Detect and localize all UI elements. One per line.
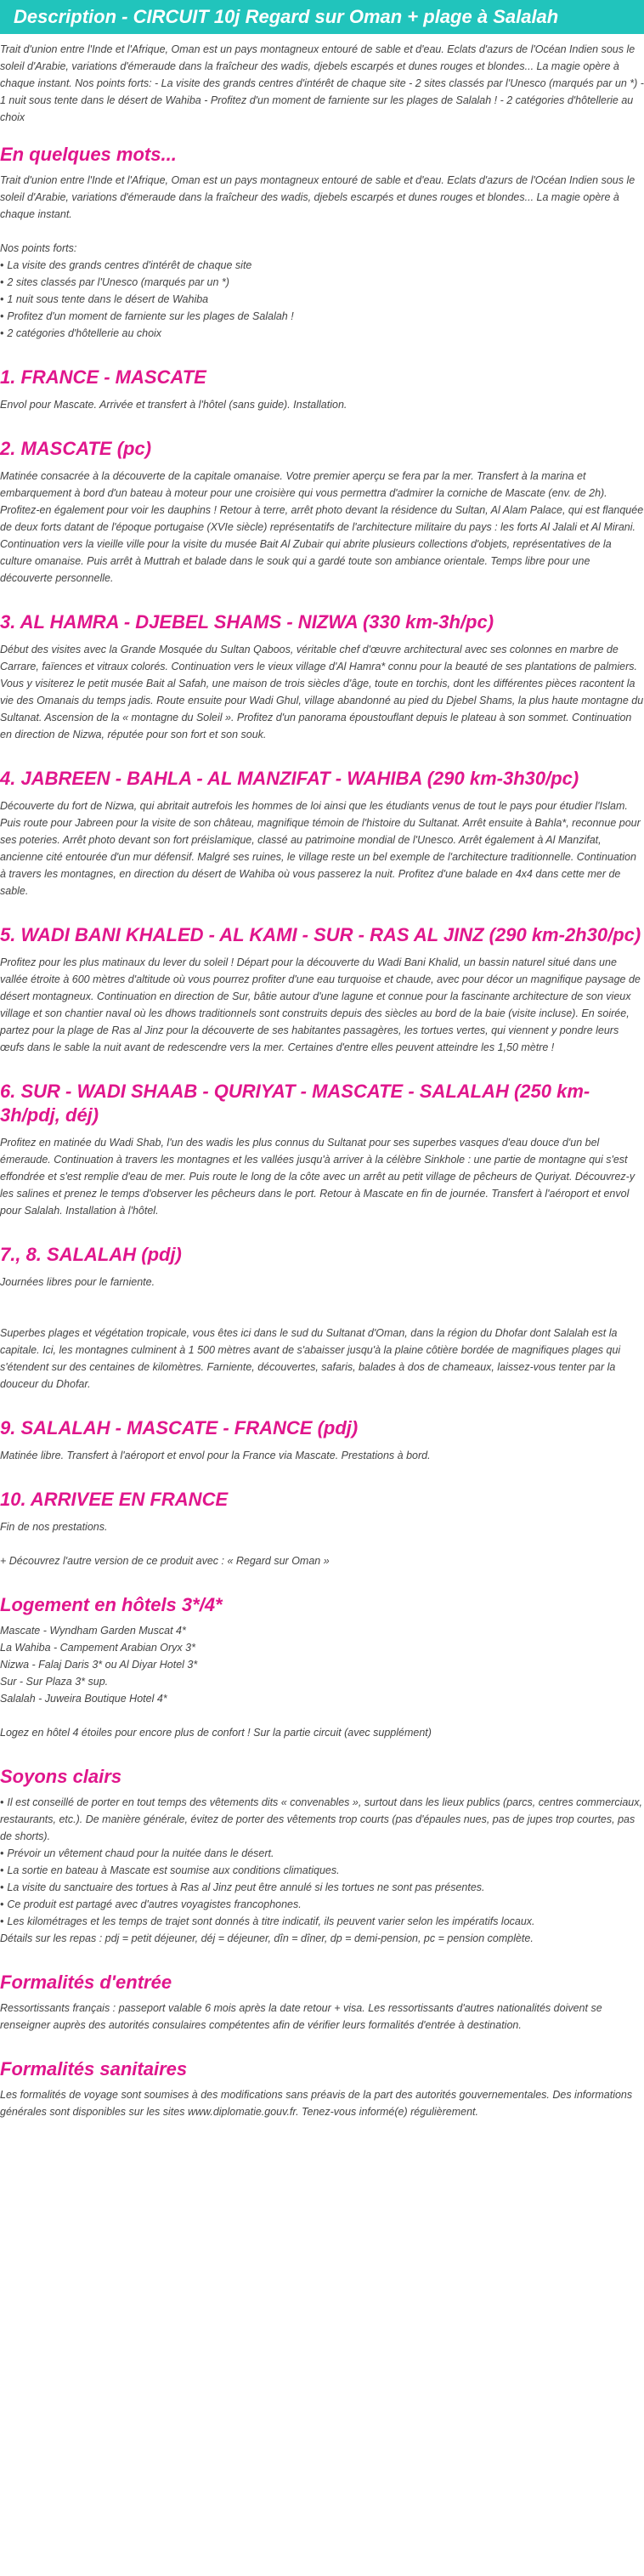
- list-item: • La sortie en bateau à Mascate est soumise aux conditions climatiques.: [0, 1864, 340, 1876]
- day-title: 4. JABREEN - BAHLA - AL MANZIFAT - WAHIBA (290 km-3h30/pc): [0, 768, 579, 789]
- list-item: Nizwa - Falaj Daris 3* ou Al Diyar Hotel 3*: [0, 1659, 198, 1671]
- day-title: 5. WADI BANI KHALED - AL KAMI - SUR - RAS AL JINZ (290 km-2h30/pc): [0, 924, 641, 945]
- points-forts-list: [0, 257, 644, 342]
- section-title-logement: Logement en hôtels 3*/4*: [0, 1594, 223, 1615]
- formalites-entree-text: Ressortissants français : passeport valable 6 mois après la date retour + visa. Les ressortissants d'autres nationalités doivent se renseigner auprès des autorités consulaires compétentes afin de vérifier leurs formalités d'entrée à destination.: [0, 2002, 602, 2031]
- list-item: • 1 nuit sous tente dans le désert de Wahiba: [0, 293, 209, 305]
- day-title: 6. SUR - WADI SHAAB - QURIYAT - MASCATE - SALALAH (250 km-3h/pdj, déj): [0, 1081, 590, 1126]
- meals-note: Détails sur les repas : pdj = petit déjeuner, déj = déjeuner, dîn = dîner, dp = demi-pension, pc = pension complète.: [0, 1932, 534, 1944]
- section-title-soyons-clairs: Soyons clairs: [0, 1766, 122, 1787]
- list-item: Salalah - Juweira Boutique Hotel 4*: [0, 1693, 167, 1705]
- day-text: Début des visites avec la Grande Mosquée du Sultan Qaboos, véritable chef d'œuvre architectural avec ses colonnes en marbre de Carrare, faïences et vitraux colorés. Continuation vers le vieux village d'Al Hamra* connu pour la beauté de ses plantations de palmiers. Vous y visiterez le petit musée Bait al Safah, une maison de trois siècles d'âge, toute en torchis, dont les différentes pièces racontent la vie des Omanais du temps jadis. Route ensuite pour Wadi Ghul, village abandonné au pied du Djebel Shams, la plus haute montagne du Sultanat. Ascension de la « montagne du Soleil ». Profitez d'un panorama époustouflant depuis le plateau à son sommet. Continuation en direction de Nizwa, réputée pour son fort et son souk.: [0, 644, 644, 740]
- day-title: 1. FRANCE - MASCATE: [0, 366, 206, 388]
- day-title: 9. SALALAH - MASCATE - FRANCE (pdj): [0, 1417, 359, 1438]
- list-item: • Ce produit est partagé avec d'autres voyagistes francophones.: [0, 1898, 302, 1910]
- main-content: [0, 34, 644, 2120]
- points-forts-title: Nos points forts:: [0, 242, 77, 254]
- day-text-extra: Superbes plages et végétation tropicale, vous êtes ici dans le sud du Sultanat d'Oman, dans la région du Dhofar dont Salalah est la capitale. Ici, les montagnes culminent à 1 500 mètres avant de s'abaisser jusqu'à la plaine côtière bordée de magnifiques plages qui s'étendent sur des centaines de kilomètres. Farniente, découvertes, safaris, balades à dos de chameaux, laissez-vous tenter par la douceur du Dhofar.: [0, 1327, 621, 1390]
- list-item: • La visite du sanctuaire des tortues à Ras al Jinz peut être annulé si les tortues ne sont pas présentes.: [0, 1881, 485, 1893]
- section-title-formalites-sanitaires: Formalités sanitaires: [0, 2058, 188, 2080]
- hotels-list: [0, 1622, 644, 1707]
- day-text: Matinée consacrée à la découverte de la capitale omanaise. Votre premier aperçu se fera par la mer. Transfert à la marina et embarquement à bord d'un bateau à moteur pour une croisière qui vous permettra d'admirer la corniche de Mascate (env. de 2h). Profitez-en également pour voir les dauphins ! Retour à terre, arrêt photo devant la résidence du Sultan, Al Alam Palace, qui est flanquée de deux forts datant de l'époque portugaise (XVIe siècle) représentatifs de l'architecture militaire du pays : les forts Al Jalali et Al Mirani. Continuation vers la vieille ville pour la visite du musée Bait Al Zubair qui abrite plusieurs collections d'objets, représentatives de la culture omanaise. Puis arrêt à Muttrah et balade dans le souk qui a gardé toute son ambiance orientale. Temps libre pour une découverte personnelle.: [0, 470, 644, 584]
- list-item: • Il est conseillé de porter en tout temps des vêtements dits « convenables », surtout dans les lieux publics (parcs, centres commerciaux, restaurants, etc.). De manière générale, évitez de porter des vêtements trop courts (pas d'épaules nues, pas de jupes trop courtes, pas de shorts).: [0, 1796, 642, 1842]
- day-text: Découverte du fort de Nizwa, qui abritait autrefois les hommes de loi ainsi que les étudiants venus de tout le pays pour étudier l'Islam. Puis route pour Jabreen pour la visite de son château, magnifique témoin de l'histoire du Sultanat. Arrêt ensuite à Bahla*, reconnue pour ses poteries. Arrêt photo devant son fort préislamique, classé au patrimoine mondial de l'Unesco. Arrêt également à Al Manzifat, ancienne cité entourée d'un mur défensif. Malgré ses ruines, le village reste un bel exemple de l'architecture traditionnelle. Continuation à travers les montagnes, en direction du désert de Wahiba où vous passerez la nuit. Profitez d'une balade en 4x4 dans cette mer de sable.: [0, 800, 641, 897]
- list-item: • Les kilométrages et les temps de trajet sont donnés à titre indicatif, ils peuvent varier selon les impératifs locaux.: [0, 1915, 535, 1927]
- intro-text: Trait d'union entre l'Inde et l'Afrique, Oman est un pays montagneux entouré de sable et d'eau. Eclats d'azurs de l'Océan Indien sous le soleil d'Arabie, variations d'émeraude dans la fraîcheur des wadis, djebels escarpés et dunes rouges et blondes... La magie opère à chaque instant. Nos points forts: - La visite des grands centres d'intérêt de chaque site - 2 sites classés par l'Unesco (marqués par un *) - 1 nuit sous tente dans le désert de Wahiba - Profitez d'un moment de farniente sur les plages de Salalah ! - 2 catégories d'hôtellerie au choix: [0, 43, 644, 123]
- day-title: 10. ARRIVEE EN FRANCE: [0, 1489, 229, 1510]
- formalites-sanitaires-text: Les formalités de voyage sont soumises à des modifications sans préavis de la part des autorités gouvernementales. Des informations générales sont disponibles sur les sites www.diplomatie.gouv.fr. Tenez-vous informé(e) régulièrement.: [0, 2089, 633, 2118]
- section-title-formalites-entree: Formalités d'entrée: [0, 1972, 172, 1993]
- day-text: Matinée libre. Transfert à l'aéroport et envol pour la France via Mascate. Prestations à bord.: [0, 1450, 431, 1461]
- page-title-banner: Description - CIRCUIT 10j Regard sur Oman + plage à Salalah: [0, 0, 644, 34]
- list-item: • 2 sites classés par l'Unesco (marqués par un *): [0, 276, 229, 288]
- day-text: Journées libres pour le farniente.: [0, 1276, 155, 1288]
- list-item: • 2 catégories d'hôtellerie au choix: [0, 327, 162, 339]
- day-title: 7., 8. SALALAH (pdj): [0, 1244, 182, 1265]
- list-item: La Wahiba - Campement Arabian Oryx 3*: [0, 1642, 195, 1654]
- logement-note: Logez en hôtel 4 étoiles pour encore plus de confort ! Sur la partie circuit (avec supplément): [0, 1727, 432, 1739]
- day-title: 2. MASCATE (pc): [0, 438, 152, 459]
- en-quelques-mots-text: Trait d'union entre l'Inde et l'Afrique, Oman est un pays montagneux entouré de sable et d'eau. Eclats d'azurs de l'Océan Indien sous le soleil d'Arabie, variations d'émeraude dans la fraîcheur des wadis, djebels escarpés et dunes rouges et blondes... La magie opère à chaque instant.: [0, 174, 636, 220]
- day-title: 3. AL HAMRA - DJEBEL SHAMS - NIZWA (330 km-3h/pc): [0, 611, 494, 633]
- day-text: Profitez en matinée du Wadi Shab, l'un des wadis les plus connus du Sultanat pour ses superbes vasques d'eau douce d'un bel émeraude. Continuation à travers les montagnes et les vallées jusqu'à arriver à la célèbre Sinkhole : une partie de montagne qui s'est effondrée et s'est remplie d'eau de mer. Puis route le long de la côte avec un arrêt au petit village de pêcheurs de Quriyat. Découvrez-y les salines et prenez le temps d'observer les pêcheurs dans le port. Retour à Mascate en fin de journée. Transfert à l'aéroport et envol pour Salalah. Installation à l'hôtel.: [0, 1137, 636, 1217]
- list-item: • La visite des grands centres d'intérêt de chaque site: [0, 259, 252, 271]
- day-text: Envol pour Mascate. Arrivée et transfert à l'hôtel (sans guide). Installation.: [0, 399, 347, 411]
- day-text: Fin de nos prestations.: [0, 1521, 108, 1533]
- soyons-clairs-list: [0, 1794, 644, 1930]
- list-item: • Profitez d'un moment de farniente sur les plages de Salalah !: [0, 310, 294, 322]
- day-text: Profitez pour les plus matinaux du lever du soleil ! Départ pour la découverte du Wadi Bani Khalid, un bassin naturel situé dans une vallée étroite à 600 mètres d'altitude où vous pourrez profiter d'une eau turquoise et chaude, avec pour décor un magnifique paysage de désert montagneux. Continuation en direction de Sur, bâtie autour d'une lagune et connue pour la fascinante architecture de son vieux village et son chantier naval où les dhows traditionnels sont construits depuis des siècles au bord de la baie (visite incluse). En soirée, partez pour la plage de Ras al Jinz pour la découverte de ses habitantes passagères, les tortues vertes, qui viennent y pondre leurs œufs dans le sable la nuit avant de redescendre vers la mer. Certaines d'entre elles peuvent atteindre les 1,50 mètre !: [0, 956, 641, 1053]
- list-item: • Prévoir un vêtement chaud pour la nuitée dans le désert.: [0, 1847, 274, 1859]
- list-item: Sur - Sur Plaza 3* sup.: [0, 1676, 109, 1688]
- section-title-en-quelques-mots: En quelques mots...: [0, 144, 177, 165]
- other-version-link[interactable]: + Découvrez l'autre version de ce produit avec : « Regard sur Oman »: [0, 1555, 330, 1567]
- list-item: Mascate - Wyndham Garden Muscat 4*: [0, 1625, 186, 1637]
